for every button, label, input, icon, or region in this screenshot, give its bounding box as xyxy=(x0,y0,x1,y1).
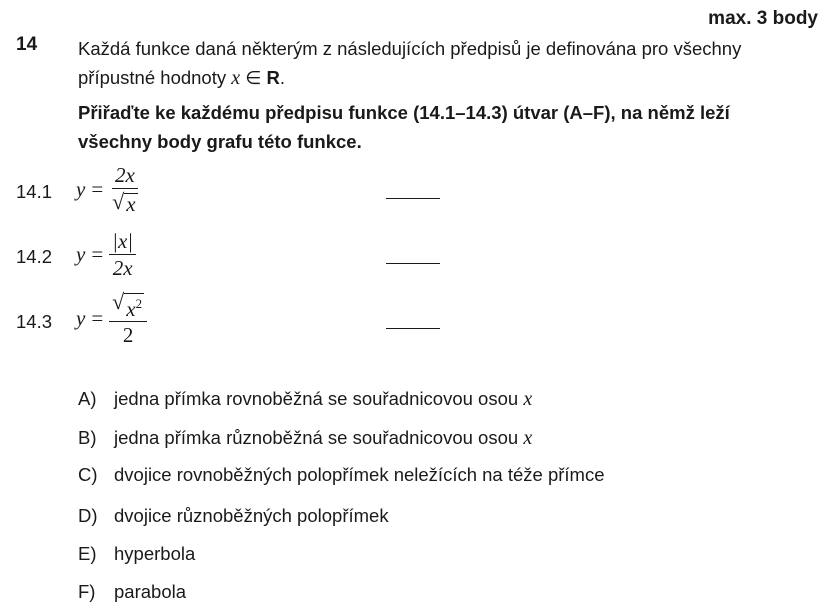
stem-set-real: R xyxy=(266,67,280,88)
equation-14-1 xyxy=(76,164,141,214)
item-number-14-1: 14.1 xyxy=(16,181,53,202)
fraction-numerator: |x| xyxy=(109,230,136,255)
equation-lhs: y xyxy=(76,242,86,266)
answer-blank-14-3[interactable] xyxy=(386,328,440,329)
square-root xyxy=(112,191,137,214)
fraction-14-1 xyxy=(109,164,140,214)
option-f xyxy=(78,581,186,603)
fraction-denominator xyxy=(109,189,140,214)
option-variable: x xyxy=(523,388,533,410)
equals-sign: = xyxy=(91,242,104,266)
fraction-denominator: 2 xyxy=(122,323,134,347)
question-stem xyxy=(78,34,808,93)
option-letter: F) xyxy=(78,581,96,602)
stem-text: Každá funkce daná některým z následujících předpisů je definována pro všechny přípustné hodnoty xyxy=(78,38,742,88)
option-text: jedna přímka různoběžná se souřadnicovou osou x xyxy=(114,427,533,449)
answer-blank-14-2[interactable] xyxy=(386,263,440,264)
radical-sign: √ xyxy=(112,189,125,214)
option-variable: x xyxy=(523,427,533,449)
option-text: dvojice rovnoběžných polopřímek neležících na téže přímce xyxy=(114,464,605,485)
equals-sign: = xyxy=(91,176,104,201)
radicand-exponent: 2 xyxy=(135,296,143,311)
fraction-numerator: 2x xyxy=(112,164,138,189)
answer-blank-14-1[interactable] xyxy=(386,198,440,199)
equation-14-3 xyxy=(76,291,147,346)
stem-variable: x xyxy=(231,67,241,89)
stem-period: . xyxy=(279,67,286,88)
item-number-14-2: 14.2 xyxy=(16,246,53,267)
fraction-14-3 xyxy=(109,291,147,346)
radicand xyxy=(124,293,144,319)
option-d xyxy=(78,505,389,527)
question-instruction: Přiřaďte ke každému předpisu funkce (14.1–14.3) útvar (A–F), na němž leží všechny body grafu této funkce. xyxy=(78,102,730,152)
question-number: 14 xyxy=(16,34,38,55)
option-letter: C) xyxy=(78,464,98,485)
option-text: parabola xyxy=(114,581,187,602)
option-text: hyperbola xyxy=(114,543,196,564)
option-letter: A) xyxy=(78,388,97,409)
fraction-denominator: 2x xyxy=(112,256,133,280)
fraction-14-2 xyxy=(109,230,136,279)
item-number-14-3: 14.3 xyxy=(16,311,53,332)
option-b xyxy=(78,427,532,450)
stem-element-of: ∈ xyxy=(240,67,267,88)
option-letter: E) xyxy=(78,543,97,564)
equation-lhs: y xyxy=(76,176,86,201)
option-text: dvojice různoběžných polopřímek xyxy=(114,505,389,526)
square-root xyxy=(112,291,144,319)
option-text: jedna přímka rovnoběžná se souřadnicovou osou x xyxy=(114,388,533,410)
radical-sign: √ xyxy=(112,289,125,314)
option-a xyxy=(78,388,532,411)
equation-lhs: y xyxy=(76,306,86,330)
radicand-base: x xyxy=(126,297,136,321)
option-letter: D) xyxy=(78,505,98,526)
option-c xyxy=(78,464,605,486)
option-e xyxy=(78,543,195,565)
fraction-numerator xyxy=(109,291,147,322)
equation-14-2 xyxy=(76,230,136,279)
option-letter: B) xyxy=(78,427,97,448)
equals-sign: = xyxy=(91,306,104,330)
max-points-label: max. 3 body xyxy=(708,8,818,29)
radicand: x xyxy=(126,192,136,216)
